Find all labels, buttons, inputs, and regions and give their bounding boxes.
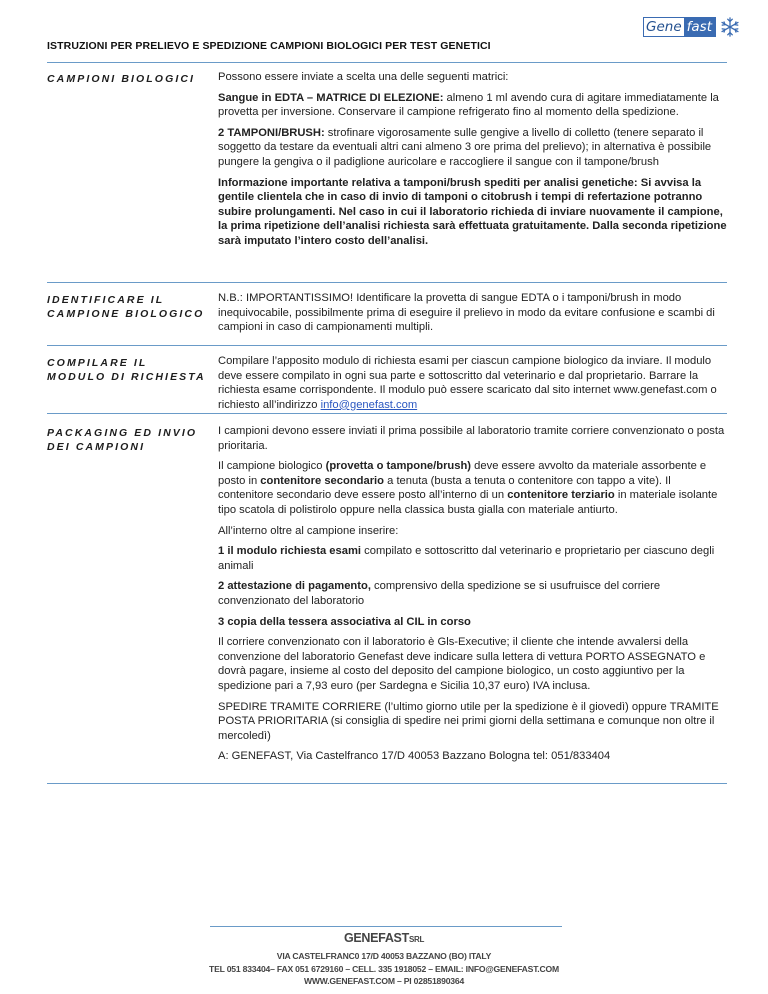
section-label (47, 426, 207, 454)
packaging-inside-text: All’interno oltre al campione inserire: (218, 524, 399, 537)
section-divider (47, 413, 727, 414)
section-packaging-invio (47, 424, 727, 784)
item-heading: 1 il modulo richiesta esami (218, 545, 362, 558)
section-content (218, 354, 727, 418)
packaging-intro: I campioni devono essere inviati il prima possibile al laboratorio tramite corriere convenzionato o posta prioritaria. (218, 425, 725, 452)
text-span: in materiale isolante tipo scatola di polistirolo oppure nella classica busta gialla con materiale antiurto. (218, 489, 718, 516)
item-text: compilato e sottoscritto dal veterinario e proprietario per ciascuno degli animali (218, 545, 715, 572)
section-divider (47, 282, 727, 283)
section-content (218, 424, 727, 770)
document-title: ISTRUZIONI PER PRELIEVO E SPEDIZIONE CAMPIONI BIOLOGICI PER TEST GENETICI (47, 40, 491, 52)
section-label-line2: MODULO DI RICHIESTA (47, 371, 206, 383)
corriere-paragraph: Il corriere convenzionato con il laboratorio è Gls-Executive; il cliente che intende avvalersi della convenzione del laboratorio Genefast deve indicare sulla lettera di vettura PORTO ASSEGNATO e dovrà pagare, insieme al costo del deposito del campione biologico, un costo aggiuntivo per la spedizione pari a 7,93 euro (per Sardegna e Sicilia 10,37 euro) IVA inclusa. (218, 636, 706, 692)
text-span: deve essere avvolto da materiale assorbente e posto in (218, 460, 707, 487)
section-label-line2: DEI CAMPIONI (47, 441, 146, 453)
footer-divider (210, 926, 562, 927)
footer-company (0, 928, 768, 950)
intro-text: Possono essere inviate a scelta una delle seguenti matrici: (218, 71, 509, 83)
snowflake-icon (719, 16, 741, 38)
section-compilare-modulo (47, 354, 727, 414)
section-campioni-biologici (47, 70, 727, 283)
text-span: Il campione biologico (218, 460, 326, 473)
genefast-logo (643, 16, 741, 38)
packaging-item-1 (218, 544, 727, 573)
sangue-text: almeno 1 ml avendo cura di agitare immediatamente la provetta per inversione. Conservare il campione refrigerato fino al momento della spedizione. (218, 91, 719, 119)
footer-address: VIA CASTELFRANC0 17/D 40053 BAZZANO (BO) ITALY (276, 951, 492, 961)
item-text: comprensivo della spedizione se si usufruisce del corriere convenzionato del laboratorio (218, 580, 661, 607)
footer-company-suffix: SRL (408, 935, 425, 944)
section-content (218, 70, 727, 255)
logo-wordmark (643, 17, 716, 37)
footer-company-name: GENEFAST (343, 931, 409, 945)
section-label-line1: COMPILARE IL (47, 357, 148, 369)
section-label-line1: IDENTIFICARE IL (47, 294, 165, 306)
section-label-line1: PACKAGING ED INVIO (47, 427, 198, 439)
important-info-paragraph: Informazione importante relativa a tamponi/brush spediti per analisi genetiche: Si avvisa la gentile clientela che in caso di invio di tamponi o citobrush i tempi di refertazione potranno subire prolungamenti. Nel caso in cui il laboratorio richieda di inviare nuovamente il campione, la prima ripetizione dell’analisi richiesta sarà effettuata gratuitamente. Dalla seconda ripetizione sarà imputato l’intero costo dell’analisi. (218, 176, 727, 247)
section-divider (47, 345, 727, 346)
compilare-paragraph (218, 354, 727, 412)
text-bold: contenitore terziario (507, 489, 615, 502)
logo-text-fast: fast (684, 18, 715, 36)
text-bold: (provetta o tampone/brush) (325, 460, 472, 473)
tamponi-paragraph (218, 126, 727, 170)
tamponi-text: strofinare vigorosamente sulle gengive a livello di colletto (tenere separato il soggetto da testare da eventuali altri cani almeno 3 ore prima del prelievo); in alternativa è possibile pungere la gengiva o il padiglione auricolare e raccogliere il sangue con il tampone/brush (218, 126, 712, 168)
packaging-item-3: 3 copia della tessera associativa al CIL in corso (218, 615, 471, 628)
address-paragraph: A: GENEFAST, Via Castelfranco 17/D 40053 Bazzano Bologna tel: 051/833404 (218, 750, 611, 763)
section-content (218, 291, 727, 341)
packaging-item-2 (218, 579, 727, 608)
sangue-heading: Sangue in EDTA – MATRICE DI ELEZIONE: (218, 91, 444, 104)
email-link[interactable]: info@genefast.com (320, 398, 418, 411)
section-divider (47, 783, 727, 784)
identificare-text: N.B.: IMPORTANTISSIMO! Identificare la provetta di sangue EDTA o i tamponi/brush in modo inequivocabile, possibilmente prima di eseguire il prelievo in modo da evitare confusione e scambi di campioni in caso di campionamenti multipli. (218, 292, 715, 334)
tamponi-heading: 2 TAMPONI/BRUSH: (218, 126, 325, 139)
text-bold: contenitore secondario (260, 474, 385, 487)
spedire-paragraph: SPEDIRE TRAMITE CORRIERE (l’ultimo giorno utile per la spedizione è il giovedì) oppure TRAMITE POSTA PRIORITARIA (si consiglia di spedire nei primi giorni della settimana e comunque non oltre il mercoledì) (218, 700, 719, 742)
section-label: CAMPIONI BIOLOGICI (47, 73, 196, 85)
packaging-instructions (218, 459, 727, 517)
section-label (47, 356, 207, 384)
compilare-text: Compilare l’apposito modulo di richiesta esami per ciascun campione biologico da inviare. Il modulo deve essere compilato in ogni sua parte e sottoscritto dal veterinario e dal proprietario. Barrare la richiesta esame corrispondente. Il modulo può essere scaricato dal sito internet www.genefast.com o richiesto all’indirizzo (218, 355, 717, 411)
section-identificare-campione (47, 291, 727, 346)
section-label-line2: CAMPIONE BIOLOGICO (47, 308, 205, 320)
logo-text-gene: Gene (646, 19, 682, 35)
header-divider (47, 62, 727, 63)
section-label (47, 293, 207, 321)
item-heading: 2 attestazione di pagamento, (218, 580, 371, 593)
footer (0, 928, 768, 988)
sangue-paragraph (218, 91, 727, 120)
text-span: a tenuta (busta a tenuta o contenitore con tappo a vite). Il contenitore secondario deve essere posto all’interno di un (218, 474, 671, 502)
footer-website: WWW.GENEFAST.COM – PI 02851890364 (303, 976, 465, 986)
footer-contacts: TEL 051 833404– FAX 051 6729160 – CELL. 335 1918052 – EMAIL: INFO@GENEFAST.COM (209, 963, 559, 974)
